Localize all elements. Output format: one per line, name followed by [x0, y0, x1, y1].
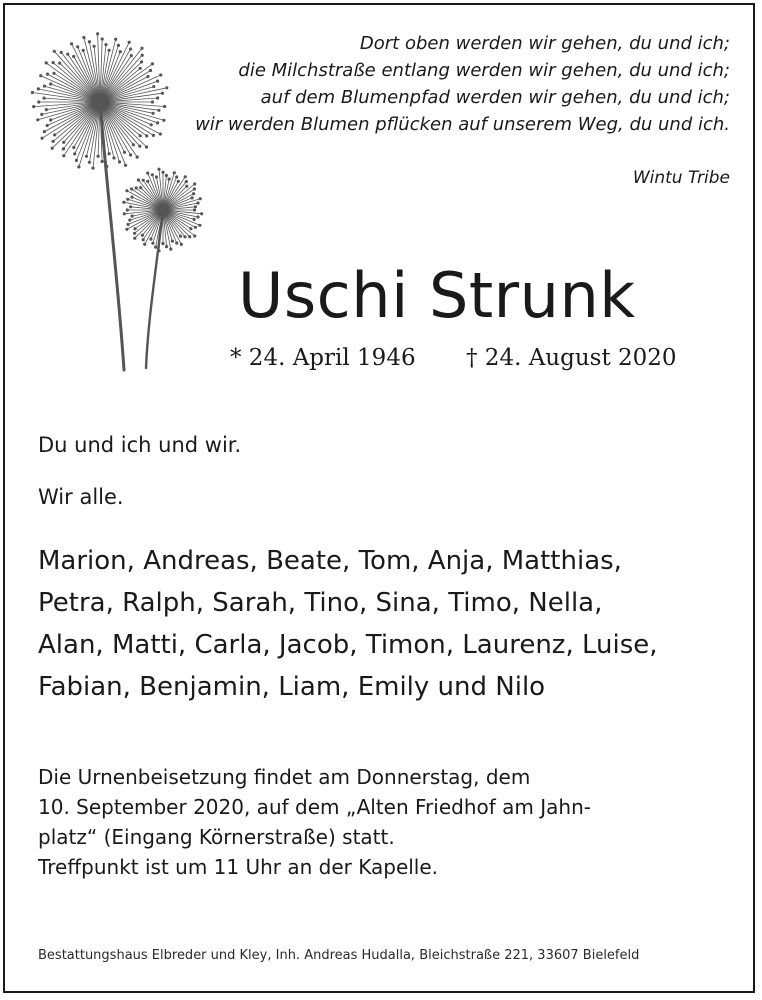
family-line: Alan, Matti, Carla, Jacob, Timon, Laurenz, Luise,: [38, 630, 658, 660]
notice-line: Treffpunkt ist um 11 Uhr an der Kapelle.: [38, 855, 439, 879]
poem: [170, 30, 730, 138]
death-date: † 24. August 2020: [466, 345, 677, 371]
intro-line: Du und ich und wir.: [38, 433, 242, 457]
poem-source: Wintu Tribe: [632, 168, 730, 188]
poem-line: auf dem Blumenpfad werden wir gehen, du und ich;: [260, 87, 730, 108]
notice-line: 10. September 2020, auf dem „Alten Friedhof am Jahn-: [38, 795, 591, 819]
family-line: Fabian, Benjamin, Liam, Emily und Nilo: [38, 672, 546, 702]
family-names: [38, 540, 658, 708]
poem-line: Dort oben werden wir gehen, du und ich;: [359, 33, 730, 54]
birth-date: * 24. April 1946: [230, 345, 416, 371]
notice-line: Die Urnenbeisetzung findet am Donnerstag, dem: [38, 765, 531, 789]
intro-line: Wir alle.: [38, 485, 124, 509]
burial-notice: [38, 762, 591, 882]
poem-line: die Milchstraße entlang werden wir gehen, du und ich;: [238, 60, 730, 81]
life-dates: [230, 340, 680, 376]
funeral-home-footer: Bestattungshaus Elbreder und Kley, Inh. Andreas Hudalla, Bleichstraße 221, 33607 Bielefeld: [38, 948, 640, 963]
family-line: Marion, Andreas, Beate, Tom, Anja, Matthias,: [38, 546, 622, 576]
family-line: Petra, Ralph, Sarah, Tino, Sina, Timo, Nella,: [38, 588, 603, 618]
poem-line: wir werden Blumen pflücken auf unserem Weg, du und ich.: [195, 114, 730, 135]
deceased-name: Uschi Strunk: [238, 259, 636, 332]
notice-line: platz“ (Eingang Körnerstraße) statt.: [38, 825, 395, 849]
